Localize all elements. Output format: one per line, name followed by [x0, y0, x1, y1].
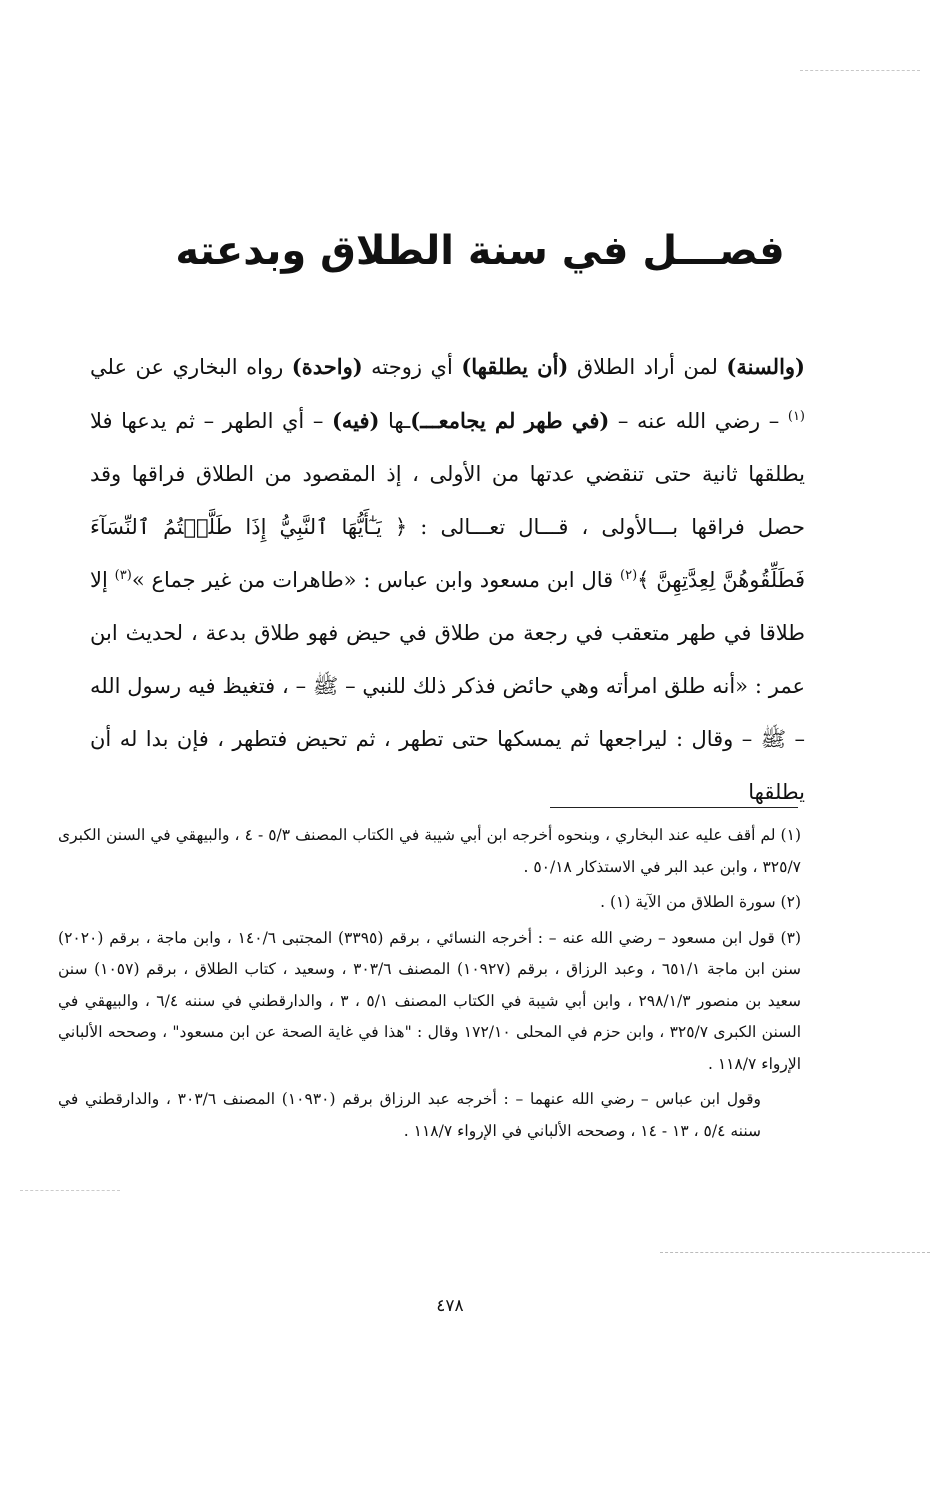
footnote-ref: (٢) — [620, 568, 638, 583]
text-run: إلا طلاقا في طهر متعقب في رجعة من طلاق في حيض فهو طلاق بدعة ، لحديث ابن عمر : «أنه طلق امرأته وهي حائض فذكر ذلك للنبي – ﷺ – ، فتغيظ فيه رسول الله – ﷺ – وقال : ليراجعها ثم يمسكها حتى تطهر ، ثم تحيض فتطهر ، فإن بدا له أن يطلقها — [90, 568, 805, 804]
text-run: رواه البخاري عن علي — [90, 355, 292, 379]
scan-artifact — [660, 1252, 930, 1253]
text-run: ـها — [379, 409, 411, 433]
footnote-3: (٣) قول ابن مسعود – رضي الله عنه – : أخرجه النسائي ، برقم (٣٣٩٥) المجتبى ١٤٠/٦ ، وابن ماجة ، برقم (٢٠٢٠) سنن ابن ماجة ٦٥١/١ ، وعبد الرزاق ، برقم (١٠٩٢٧) المصنف ٣٠٣/٦ ، وسعيد ، كتاب الطلاق ، برقم (١٠٥٧) سنن سعيد بن منصور ٢٩٨/١/٣ ، وابن أبي شيبة في الكتاب المصنف ٥/١ ، ٣ ، والدارقطني في سننه ٦/٤ ، والبيهقي في السنن الكبرى ٣٢٥/٧ ، وابن حزم في المحلى ١٧٢/١٠ وقال : "هذا في غاية الصحة عن ابن مسعود" ، وصححه الألباني الإرواء ١١٨/٧ . — [58, 928, 802, 1073]
footnote-ref: (٣) — [114, 568, 132, 583]
text-run: أي زوجته — [362, 355, 462, 379]
text-run: – أي الطهر – ثم يدعها فلا يطلقها ثانية حتى تنقضي عدتها من الأولى ، إذ المقصود من الطلاق فراقها وقد حصل فراقها بـــالأولى ، قـــال تعـــالى : — [90, 409, 805, 539]
quran-verse: ﴿ يَـٰٓأَيُّهَا ٱلنَّبِيُّ إِذَا طَلَّقۡتُمُ ٱلنِّسَآءَ فَطَلِّقُوهُنَّ لِعِدَّتِهِنَّ ﴾ — [90, 515, 805, 592]
chapter-title: فصـــل في سنة الطلاق وبدعته — [175, 228, 785, 274]
bold-term: (فيه) — [331, 408, 380, 433]
footnote-2: (٢) سورة الطلاق من الآية (١) . — [600, 893, 801, 911]
main-paragraph — [90, 340, 805, 819]
bold-term: (والسنة) — [726, 354, 805, 379]
text-run: قال ابن مسعود وابن عباس : «طاهرات من غير جماع » — [131, 568, 620, 592]
scan-artifact — [20, 1190, 120, 1191]
bold-term: (أن يطلقها) — [461, 354, 569, 379]
footnotes — [58, 820, 801, 1151]
main-text — [90, 340, 805, 819]
scan-artifact — [800, 70, 920, 73]
bold-term: (واحدة) — [291, 354, 363, 379]
text-run: لمن أراد الطلاق — [568, 355, 727, 379]
page-number: ٤٧٨ — [436, 1296, 464, 1316]
text-run: – رضي الله عنه – — [609, 409, 788, 433]
footnote-1: (١) لم أقف عليه عند البخاري ، وبنحوه أخرجه ابن أبي شيبة في الكتاب المصنف ٥/٣ - ٤ ، والبيهقي في السنن الكبرى ٣٢٥/٧ ، وابن عبد البر في الاستذكار ٥٠/١٨ . — [58, 826, 801, 876]
footnote-separator — [550, 807, 798, 808]
footnote-ref: (١) — [787, 409, 805, 424]
bold-term: (في طهر لم يجامعـــ) — [410, 408, 610, 433]
footnote-3-continued: وقول ابن عباس – رضي الله عنهما – : أخرجه عبد الرزاق برقم (١٠٩٣٠) المصنف ٣٠٣/٦ ، والدارقطني في سننه ٥/٤ ، ١٣ - ١٤ ، وصححه الألباني في الإرواء ١١٨/٧ . — [58, 1090, 761, 1140]
